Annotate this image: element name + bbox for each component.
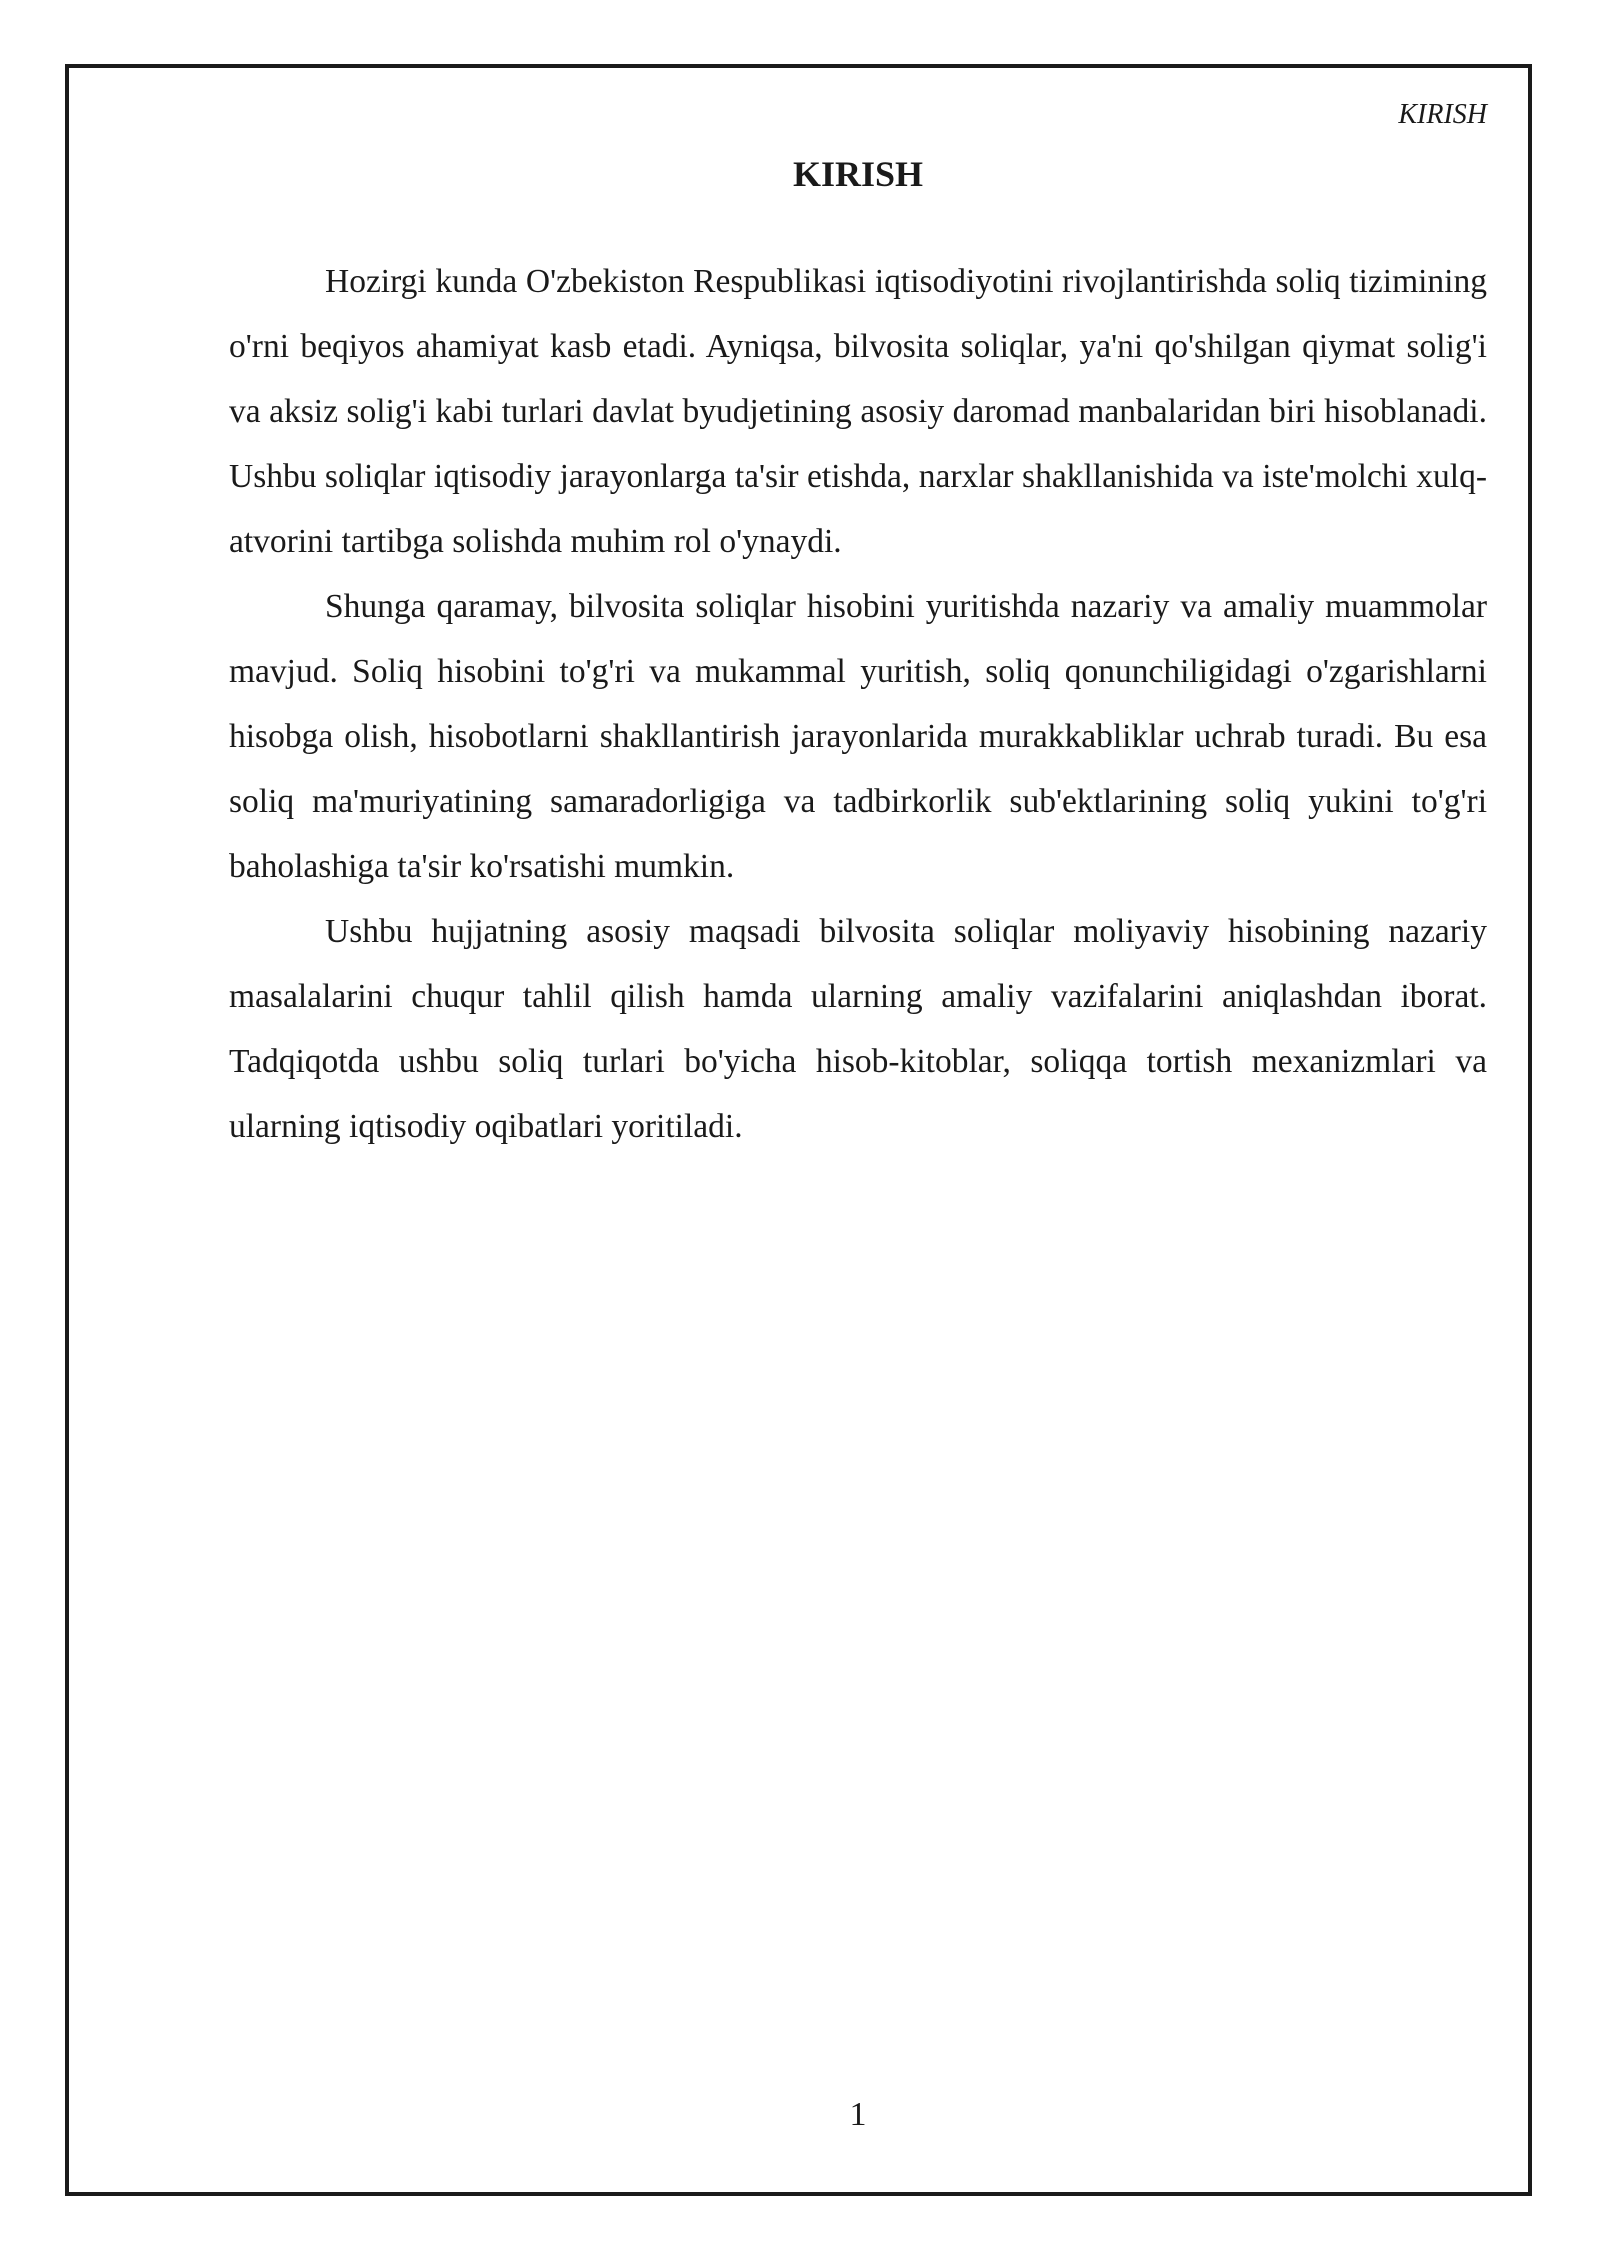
paragraph: Ushbu hujjatning asosiy maqsadi bilvosita soliqlar moliyaviy hisobining nazariy masalalarini chuqur tahlil qilish hamda ularning amaliy vazifalarini aniqlashdan iborat. Tadqiqotda ushbu soliq turlari bo'yicha hisob-kitoblar, soliqqa tortish mexanizmlari va ularning iqtisodiy oqibatlari yoritiladi.: [229, 913, 1487, 1145]
running-header: KIRISH: [1398, 99, 1487, 130]
section-title: KIRISH: [792, 154, 924, 194]
page-number: 1: [849, 2096, 867, 2133]
paragraph: Shunga qaramay, bilvosita soliqlar hisobini yuritishda nazariy va amaliy muammolar mavjud. Soliq hisobini to'g'ri va mukammal yuritish, soliq qonunchiligidagi o'zgarishlarni hisobga olish, hisobotlarni shakllantirish jarayonlarida murakkabliklar uchrab turadi. Bu esa soliq ma'muriyatining samaradorligiga va tadbirkorlik sub'ektlarining soliq yukini to'g'ri baholashiga ta'sir ko'rsatishi mumkin.: [229, 588, 1487, 885]
paragraph: Hozirgi kunda O'zbekiston Respublikasi iqtisodiyotini rivojlantirishda soliq tizimining o'rni beqiyos ahamiyat kasb etadi. Ayniqsa, bilvosita soliqlar, ya'ni qo'shilgan qiymat solig'i va aksiz solig'i kabi turlari davlat byudjetining asosiy daromad manbalaridan biri hisoblanadi. Ushbu soliqlar iqtisodiy jarayonlarga ta'sir etishda, narxlar shakllanishida va iste'molchi xulq-atvorini tartibga solishda muhim rol o'ynaydi.: [229, 263, 1487, 560]
body-text: [229, 249, 1487, 1159]
